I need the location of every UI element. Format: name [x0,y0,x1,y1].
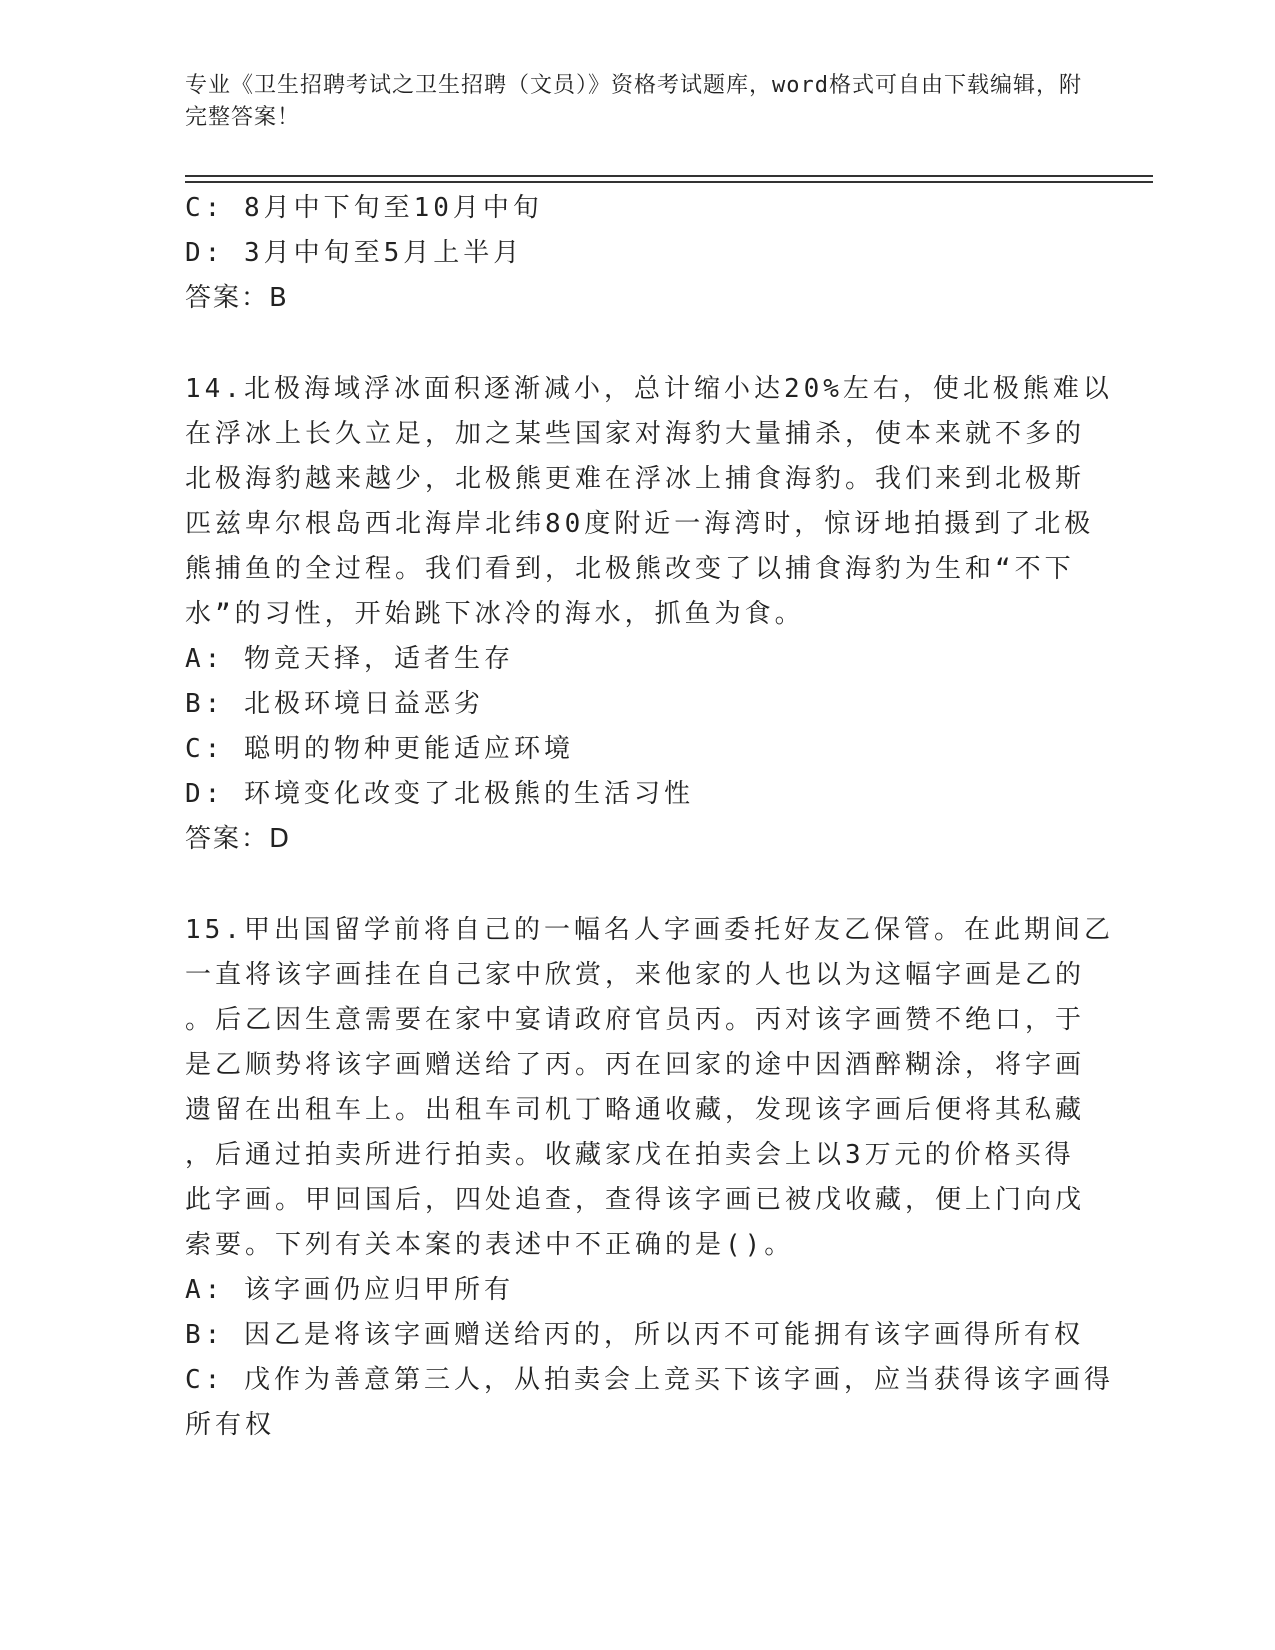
question-text-line: 15.甲出国留学前将自己的一幅名人字画委托好友乙保管。在此期间乙 [185,915,1114,945]
document-header [185,70,1085,134]
question-text-line: 此字画。甲回国后，四处追查，查得该字画已被戊收藏，便上门向戊 [185,1185,1086,1215]
question-text-line: 在浮冰上长久立足，加之某些国家对海豹大量捕杀，使本来就不多的 [185,419,1086,449]
header-title: 专业《卫生招聘考试之卫生招聘（文员）》资格考试题库，word格式可自由下载编辑，附完整答案！ [185,73,1082,130]
option-b: B: 北极环境日益恶劣 [185,689,484,719]
option-a: A: 该字画仍应归甲所有 [185,1275,514,1305]
question-text-line: 熊捕鱼的全过程。我们看到，北极熊改变了以捕食海豹为生和“不下 [185,554,1075,584]
document-body [185,186,1114,1448]
question-text-line: 是乙顺势将该字画赠送给了丙。丙在回家的途中因酒醉糊涂，将字画 [185,1050,1086,1080]
question-text-line: 匹兹卑尔根岛西北海岸北纬80度附近一海湾时，惊讶地拍摄到了北极 [185,509,1095,539]
option-d: D: 3月中旬至5月上半月 [185,238,524,268]
question-text-line: 北极海豹越来越少，北极熊更难在浮冰上捕食海豹。我们来到北极斯 [185,464,1086,494]
option-a: A: 物竞天择，适者生存 [185,644,514,674]
option-d: D: 环境变化改变了北极熊的生活习性 [185,779,694,809]
option-c: C: 聪明的物种更能适应环境 [185,734,574,764]
question-text-line: 14.北极海域浮冰面积逐渐减小，总计缩小达20%左右，使北极熊难以 [185,374,1113,404]
question-text-line: 。后乙因生意需要在家中宴请政府官员丙。丙对该字画赞不绝口，于 [185,1005,1086,1035]
header-divider-bottom [185,181,1153,183]
question-15-block [185,908,1114,1448]
question-text-line: 索要。下列有关本案的表述中不正确的是()。 [185,1230,795,1260]
option-c: C: 戊作为善意第三人，从拍卖会上竞买下该字画，应当获得该字画得 [185,1365,1114,1395]
option-c-continued: 所有权 [185,1410,276,1440]
answer-line: 答案：B [185,283,289,313]
question-text-line: ，后通过拍卖所进行拍卖。收藏家戊在拍卖会上以3万元的价格买得 [185,1140,1075,1170]
question-14-block [185,367,1113,862]
prev-question-block [185,186,1085,321]
header-divider-top [185,175,1153,177]
question-text-line: 一直将该字画挂在自己家中欣赏，来他家的人也以为这幅字画是乙的 [185,960,1086,990]
question-text-line: 遗留在出租车上。出租车司机丁略通收藏，发现该字画后便将其私藏 [185,1095,1086,1125]
answer-line: 答案：D [185,824,292,854]
option-b: B: 因乙是将该字画赠送给丙的，所以丙不可能拥有该字画得所有权 [185,1320,1084,1350]
question-text-line: 水”的习性，开始跳下冰冷的海水，抓鱼为食。 [185,599,805,629]
option-c: C: 8月中下旬至10月中旬 [185,193,543,223]
